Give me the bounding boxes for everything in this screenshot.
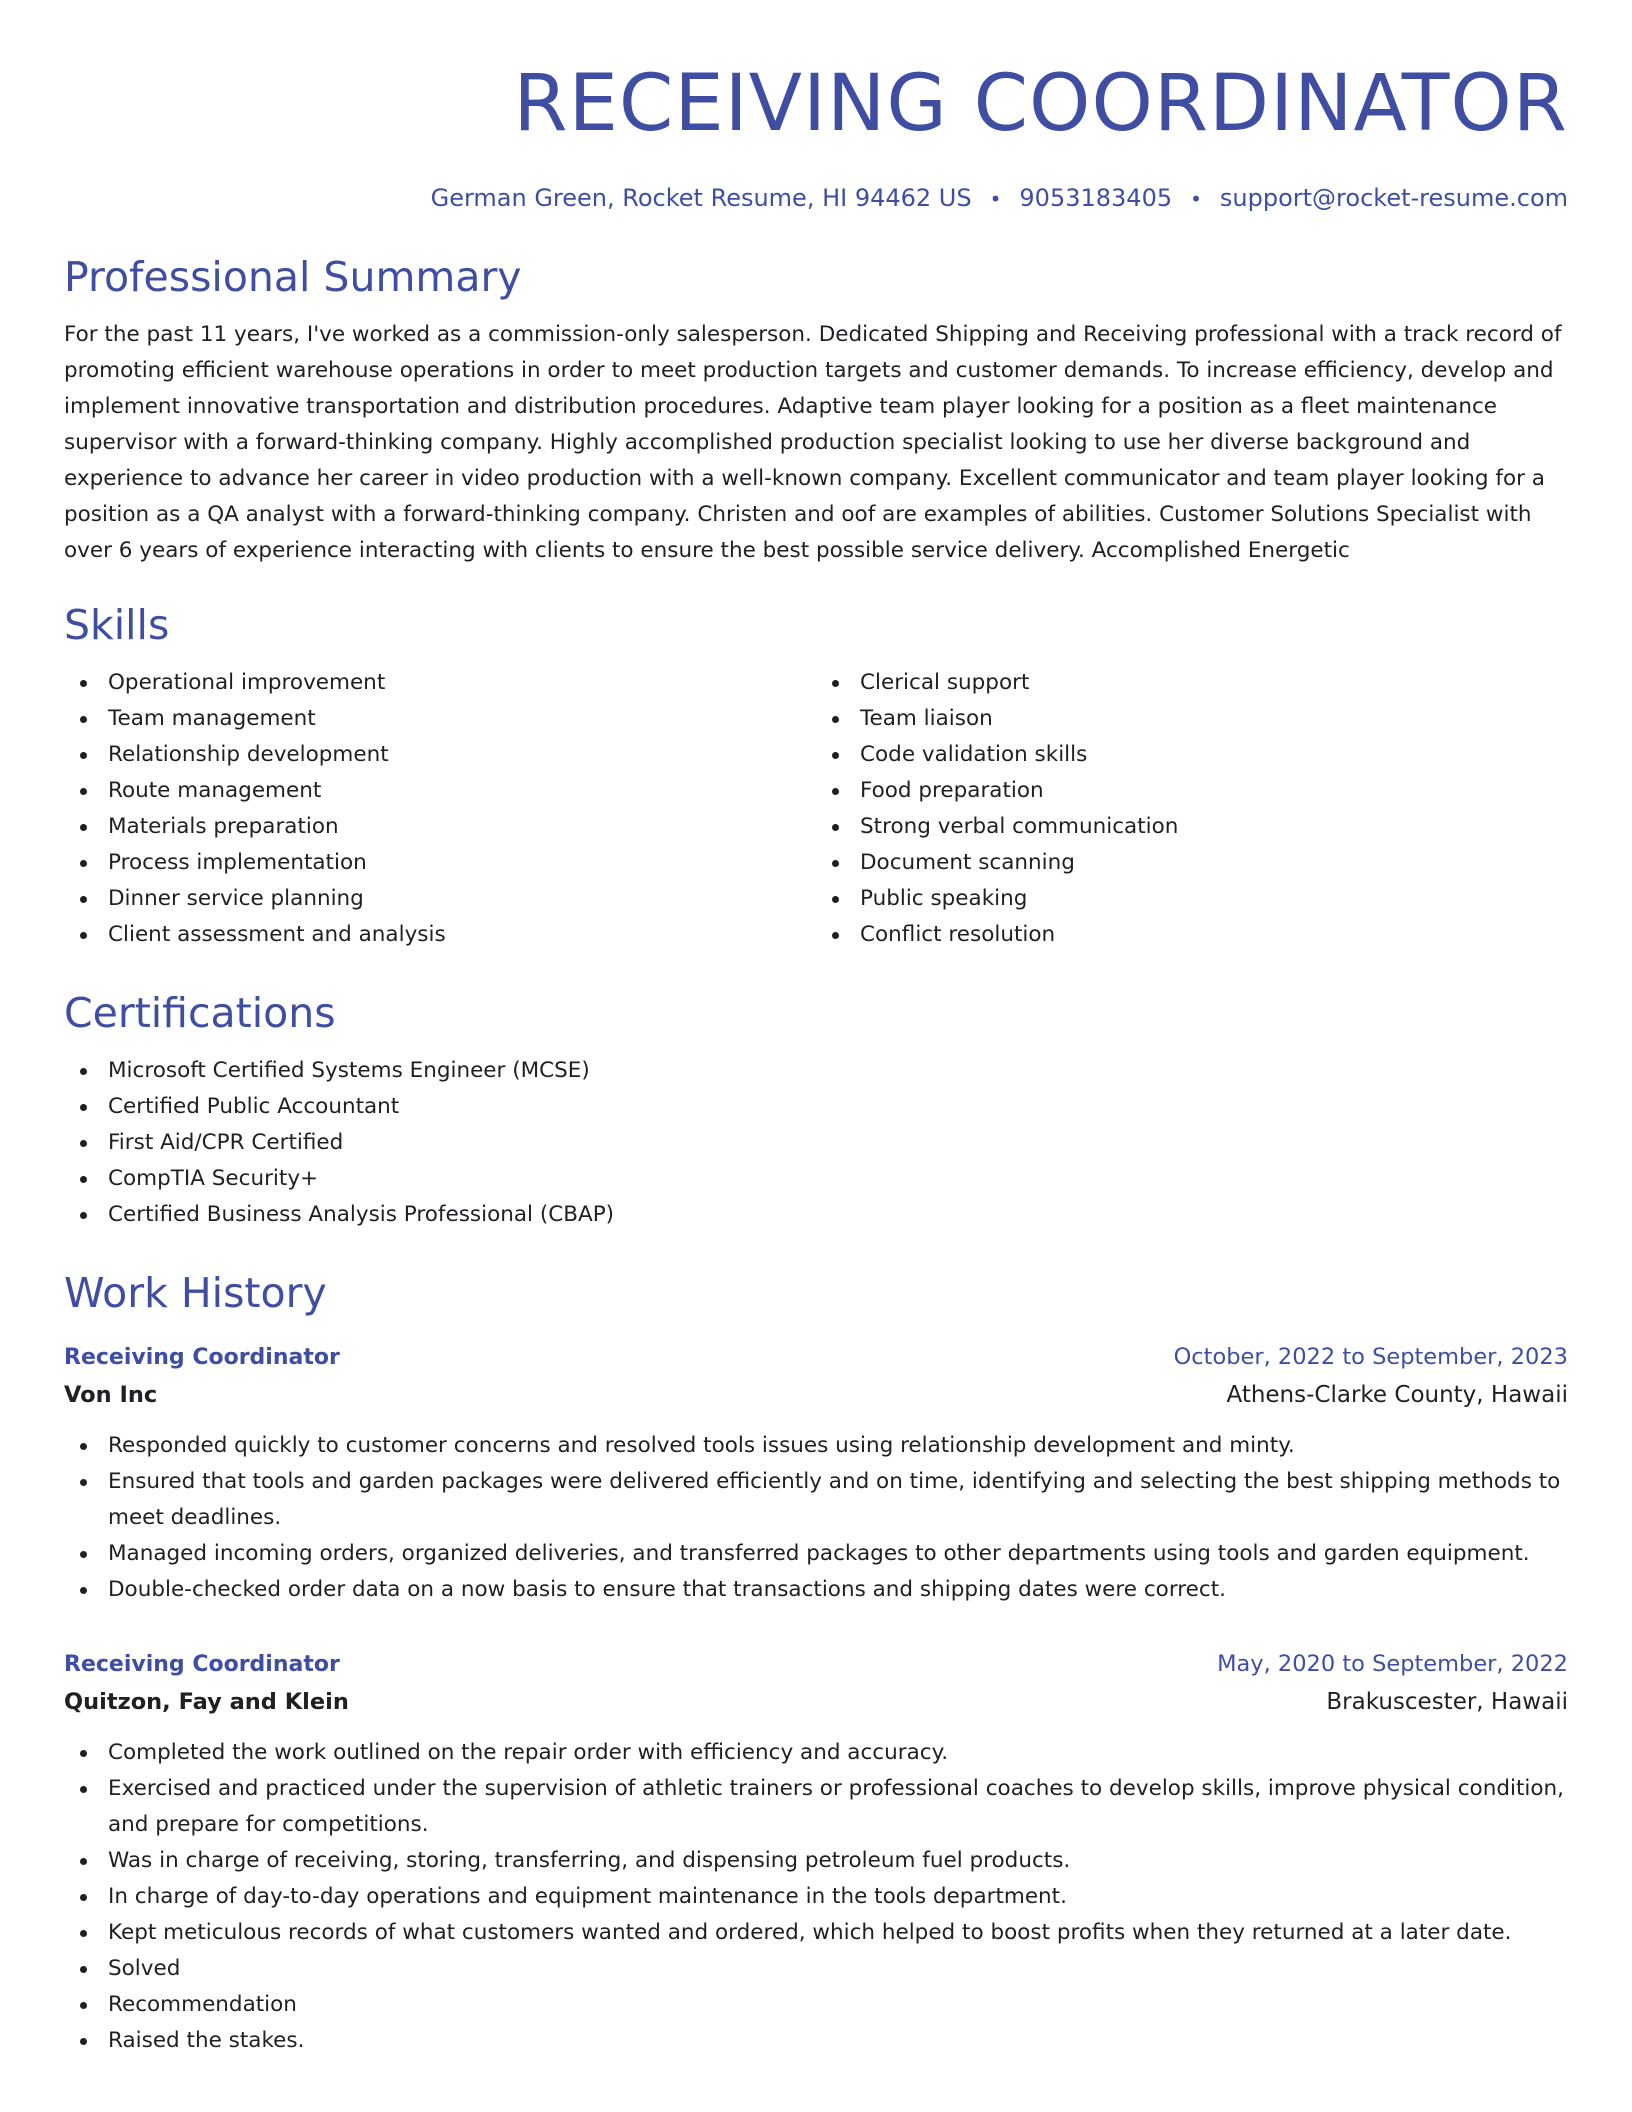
job-dates: October, 2022 to September, 2023 [1173, 1344, 1568, 1370]
job-bullet: Solved [64, 1951, 1568, 1987]
job-company-row [64, 1376, 1568, 1414]
work-history-section [64, 1267, 1568, 2059]
job-bullet: Was in charge of receiving, storing, transferring, and dispensing petroleum fuel products. [64, 1843, 1568, 1879]
job-company-row [64, 1683, 1568, 1721]
job-title: Receiving Coordinator [64, 1652, 340, 1677]
certification-item: Certified Business Analysis Professional (CBAP) [64, 1197, 1568, 1233]
skill-item: Strong verbal communication [816, 809, 1568, 845]
professional-summary-section [64, 251, 1568, 569]
job-company: Quitzon, Fay and Klein [64, 1689, 349, 1715]
skills-list-right [816, 665, 1568, 953]
resume-header [64, 0, 1568, 215]
skills-list-left [64, 665, 816, 953]
job-entry [64, 1339, 1568, 1608]
certification-item: Certified Public Accountant [64, 1089, 1568, 1125]
job-bullet: Kept meticulous records of what customers wanted and ordered, which helped to boost profits when they returned at a later date. [64, 1915, 1568, 1951]
certification-item: CompTIA Security+ [64, 1161, 1568, 1197]
job-title-row [64, 1339, 1568, 1376]
certifications-section [64, 987, 1568, 1233]
skills-section [64, 599, 1568, 953]
job-bullets [64, 1735, 1568, 2059]
skill-item: Clerical support [816, 665, 1568, 701]
skill-item: Route management [64, 773, 816, 809]
contact-email: support@rocket-resume.com [1219, 184, 1568, 212]
job-entry [64, 1646, 1568, 2059]
skills-columns [64, 665, 1568, 953]
job-bullet: Recommendation [64, 1987, 1568, 2023]
skill-item: Relationship development [64, 737, 816, 773]
skill-item: Operational improvement [64, 665, 816, 701]
skill-item: Client assessment and analysis [64, 917, 816, 953]
certification-item: First Aid/CPR Certified [64, 1125, 1568, 1161]
skill-item: Process implementation [64, 845, 816, 881]
job-bullet: In charge of day-to-day operations and equipment maintenance in the tools department. [64, 1879, 1568, 1915]
job-bullet: Exercised and practiced under the supervision of athletic trainers or professional coaches to develop skills, improve physical condition, and prepare for competitions. [64, 1771, 1568, 1843]
section-title-skills: Skills [64, 601, 170, 649]
skill-item: Code validation skills [816, 737, 1568, 773]
skill-item: Dinner service planning [64, 881, 816, 917]
contact-line [64, 182, 1568, 215]
job-bullet: Ensured that tools and garden packages were delivered efficiently and on time, identifying and selecting the best shipping methods to meet deadlines. [64, 1464, 1568, 1536]
certifications-list [64, 1053, 1568, 1233]
contact-separator: • [1190, 187, 1202, 211]
job-title-row [64, 1646, 1568, 1683]
certification-item: Microsoft Certified Systems Engineer (MCSE) [64, 1053, 1568, 1089]
skill-item: Document scanning [816, 845, 1568, 881]
job-bullet: Responded quickly to customer concerns and resolved tools issues using relationship development and minty. [64, 1428, 1568, 1464]
job-location: Brakuscester, Hawaii [1326, 1689, 1568, 1715]
job-company: Von Inc [64, 1382, 158, 1408]
job-bullet: Raised the stakes. [64, 2023, 1568, 2059]
section-title-summary: Professional Summary [64, 253, 522, 301]
section-title-certifications: Certifications [64, 989, 336, 1037]
contact-phone: 9053183405 [1019, 184, 1173, 212]
job-bullets [64, 1428, 1568, 1608]
skill-item: Team management [64, 701, 816, 737]
skill-item: Public speaking [816, 881, 1568, 917]
job-bullet: Double-checked order data on a now basis to ensure that transactions and shipping dates were correct. [64, 1572, 1568, 1608]
job-bullet: Managed incoming orders, organized deliveries, and transferred packages to other departments using tools and garden equipment. [64, 1536, 1568, 1572]
section-title-work-history: Work History [64, 1269, 327, 1317]
skill-item: Food preparation [816, 773, 1568, 809]
skill-item: Conflict resolution [816, 917, 1568, 953]
contact-separator: • [989, 187, 1002, 211]
candidate-title: RECEIVING COORDINATOR [513, 59, 1568, 149]
job-location: Athens-Clarke County, Hawaii [1226, 1382, 1568, 1408]
job-bullet: Completed the work outlined on the repair order with efficiency and accuracy. [64, 1735, 1568, 1771]
job-dates: May, 2020 to September, 2022 [1217, 1651, 1568, 1677]
summary-text: For the past 11 years, I've worked as a commission-only salesperson. Dedicated Shipping and Receiving professional with a track record of promoting efficient warehouse operations in order to meet production targets and customer demands. To increase efficiency, develop and implement innovative transportation and distribution procedures. Adaptive team player looking for a position as a fleet maintenance supervisor with a forward-thinking company. Highly accomplished production specialist looking to use her diverse background and experience to advance her career in video production with a well-known company. Excellent communicator and team player looking for a position as a QA analyst with a forward-thinking company. Christen and oof are examples of abilities. Customer Solutions Specialist with over 6 years of experience interacting with clients to ensure the best possible service delivery. Accomplished Energetic [64, 322, 1562, 563]
contact-address: German Green, Rocket Resume, HI 94462 US [430, 184, 972, 212]
skill-item: Materials preparation [64, 809, 816, 845]
skill-item: Team liaison [816, 701, 1568, 737]
job-title: Receiving Coordinator [64, 1345, 340, 1370]
